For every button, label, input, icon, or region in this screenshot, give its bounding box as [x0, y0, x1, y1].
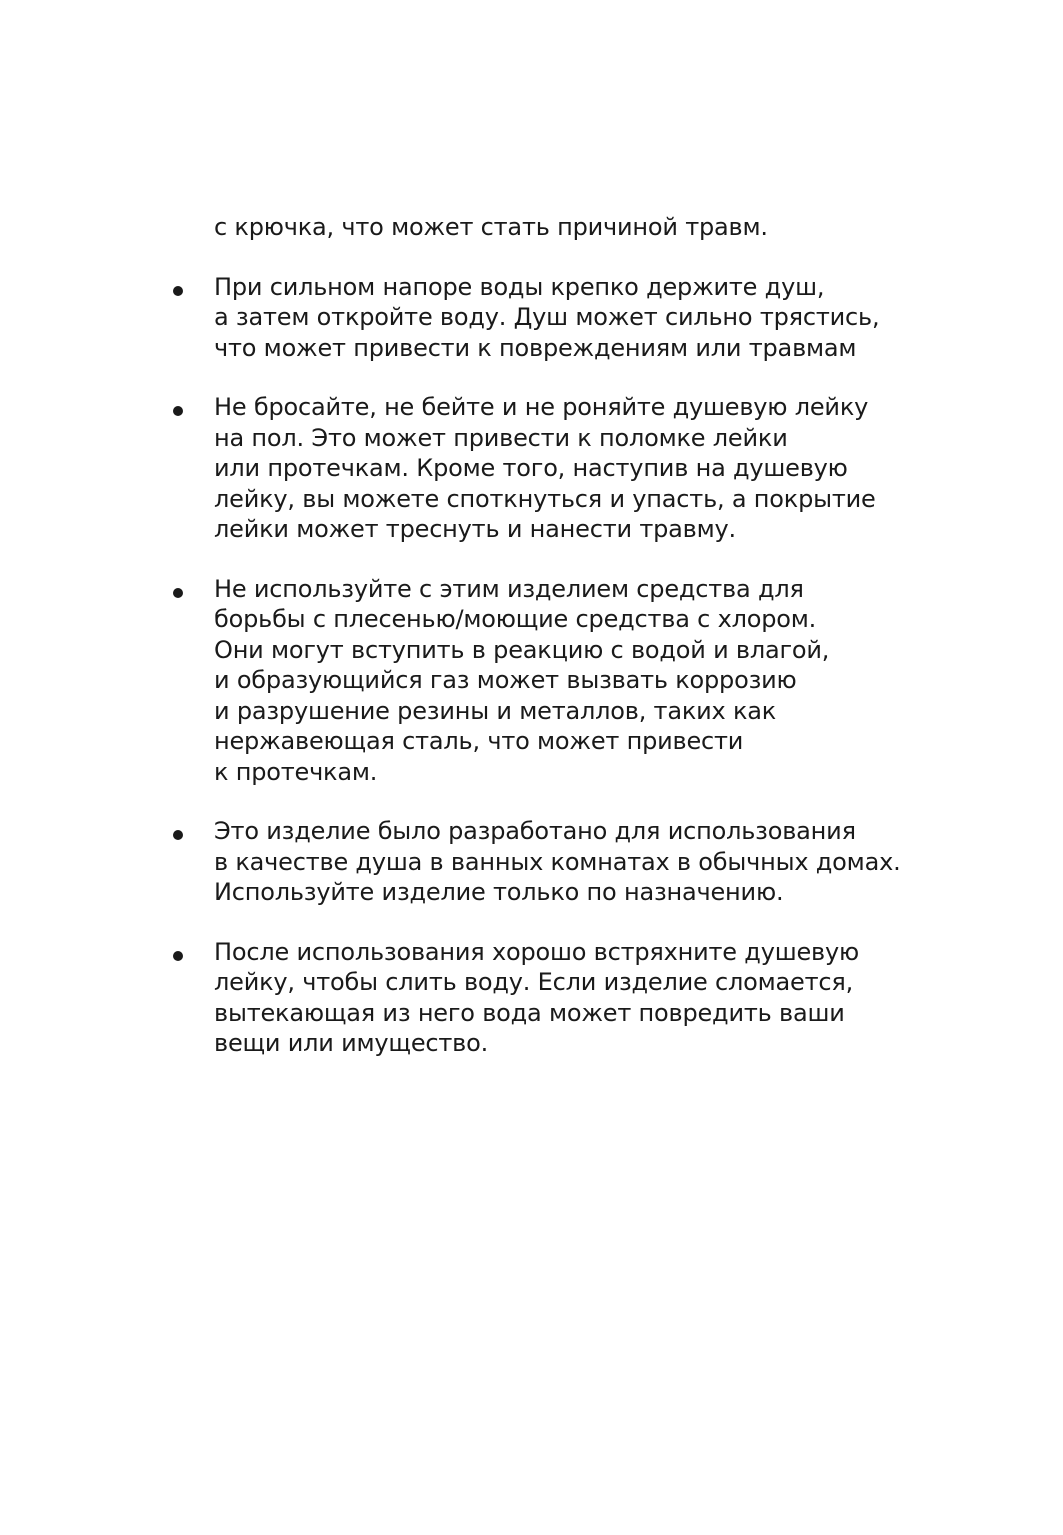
- list-item-line: После использования хорошо встряхните душевую: [214, 937, 859, 966]
- list-item-line: лейку, вы можете споткнуться и упасть, а покрытие: [214, 484, 876, 513]
- bullet-icon: [173, 286, 183, 296]
- list-item-line: Они могут вступить в реакцию с водой и влагой,: [214, 635, 830, 664]
- bullet-icon: [173, 588, 183, 598]
- list-item-line: Это изделие было разработано для использования: [214, 817, 856, 845]
- list-item-line: и разрушение резины и металлов, таких как: [214, 696, 777, 725]
- list-item: [170, 574, 910, 788]
- list-item-line: борьбы с плесенью/моющие средства с хлором.: [214, 605, 817, 633]
- safety-instructions: [170, 212, 910, 1059]
- continuation-line: с крючка, что может стать причиной травм.: [214, 213, 768, 241]
- bullet-icon: [173, 830, 183, 840]
- list-item: [170, 272, 910, 364]
- list-item-line: что может привести к повреждениям или травмам: [214, 333, 857, 362]
- list-item-line: вещи или имущество.: [214, 1029, 489, 1057]
- bullet-icon: [173, 951, 183, 961]
- list-item: [170, 392, 910, 545]
- list-item-line: Не бросайте, не бейте и не роняйте душевую лейку: [214, 393, 869, 421]
- list-item-line: нержавеющая сталь, что может привести: [214, 727, 744, 755]
- list-item-line: лейки может треснуть и нанести травму.: [214, 515, 736, 543]
- list-item-line: а затем откройте воду. Душ может сильно трястись,: [214, 303, 880, 331]
- list-item: [170, 937, 910, 1059]
- list-item-line: и образующийся газ может вызвать коррозию: [214, 666, 797, 694]
- list-item-line: Не используйте с этим изделием средства для: [214, 574, 804, 603]
- list-item-line: на пол. Это может привести к поломке лейки: [214, 423, 788, 452]
- list-item-line: вытекающая из него вода может повредить ваши: [214, 998, 845, 1027]
- list-item-line: к протечкам.: [214, 757, 378, 786]
- list-item-line: При сильном напоре воды крепко держите душ,: [214, 272, 825, 301]
- bullet-icon: [173, 406, 183, 416]
- list-item: [170, 816, 910, 908]
- list-item-line: или протечкам. Кроме того, наступив на душевую: [214, 454, 848, 482]
- list-item-line: лейку, чтобы слить воду. Если изделие сломается,: [214, 968, 854, 996]
- list-item-line: Используйте изделие только по назначению.: [214, 878, 784, 906]
- list-item-line: в качестве душа в ванных комнатах в обычных домах.: [214, 847, 901, 876]
